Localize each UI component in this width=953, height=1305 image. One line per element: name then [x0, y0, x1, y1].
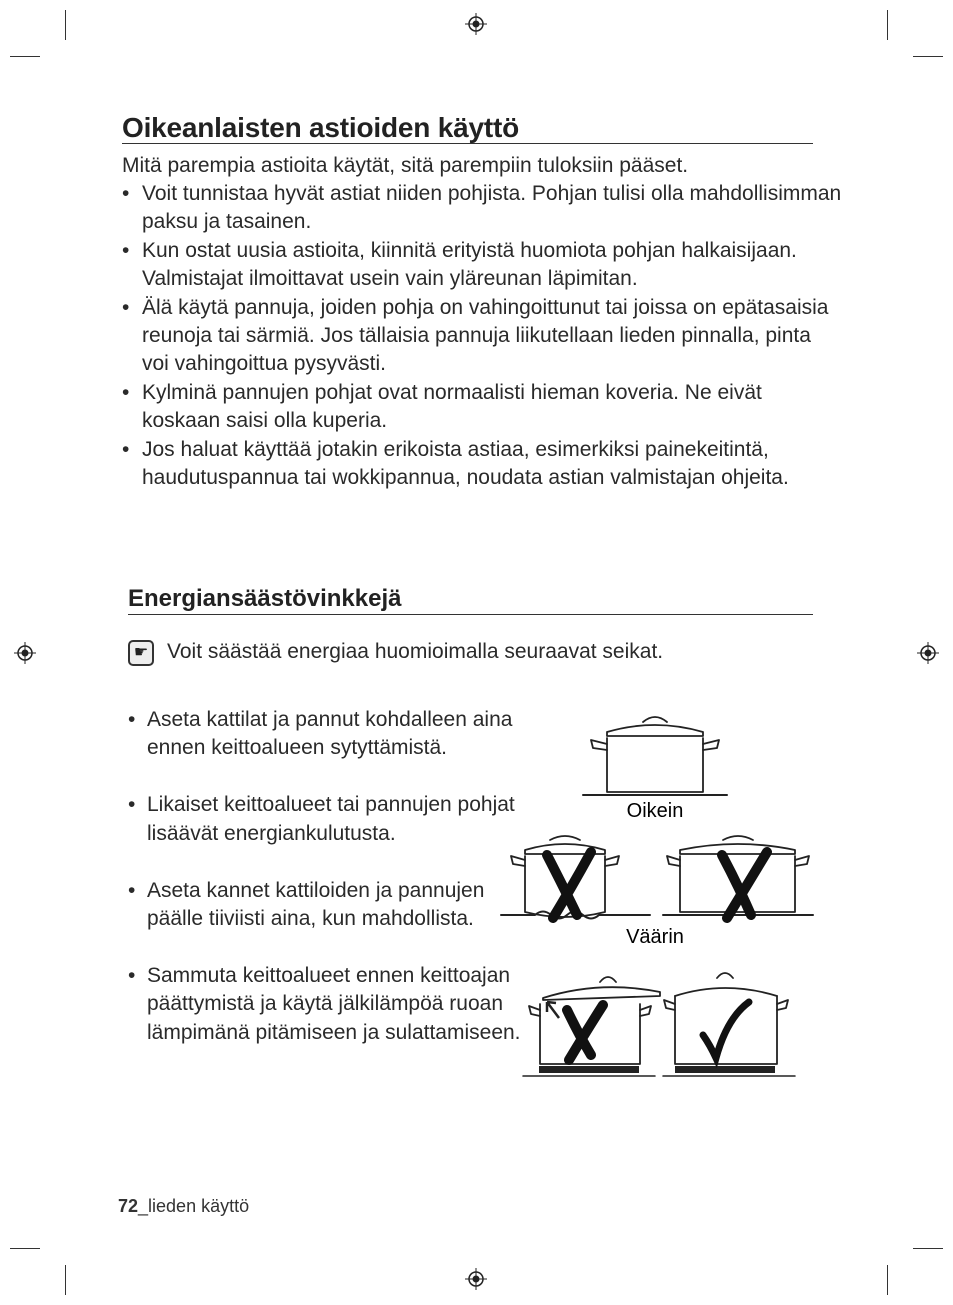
caption-correct: Oikein: [626, 800, 684, 822]
list-item: • Likaiset keittoalueet tai pannujen pohjat lisäävät energiankulutusta.: [128, 791, 528, 848]
crop-mark: [10, 56, 40, 57]
title-underline: [128, 614, 813, 615]
registration-mark-icon: [465, 13, 487, 35]
hob-zone: [539, 1066, 639, 1073]
registration-mark-icon: [465, 1268, 487, 1290]
page-number: 72: [118, 1196, 139, 1216]
list-item: • Kun ostat uusia astioita, kiinnitä erityistä huomiota pohjan halkaisijaan. Valmistajat ilmoittavat usein vain yläreunan läpimitan.: [122, 237, 842, 294]
registration-mark-icon: [14, 642, 36, 664]
list-item: • Aseta kannet kattiloiden ja pannujen päälle tiiviisti aina, kun mahdollista.: [128, 877, 528, 934]
footer-section: _lieden käyttö: [138, 1196, 250, 1216]
section-title: Energiansäästövinkkejä: [128, 585, 402, 612]
crop-mark: [10, 1248, 40, 1249]
crop-mark: [887, 1265, 888, 1295]
crop-mark: [913, 1248, 943, 1249]
section-title: Oikeanlaisten astioiden käyttö: [122, 112, 520, 143]
list-item: • Voit tunnistaa hyvät astiat niiden pohjista. Pohjan tulisi olla mahdollisimman paksu ja tasainen.: [122, 180, 842, 237]
page-footer: [118, 1196, 249, 1217]
cookware-bullet-list: [122, 180, 842, 492]
title-underline: [122, 143, 813, 144]
crop-mark: [887, 10, 888, 40]
list-item: • Jos haluat käyttää jotakin erikoista astiaa, esimerkiksi painekeitintä, haudutuspannua tai wokkipannua, noudata astian valmistajan ohjeita.: [122, 436, 842, 493]
pointing-hand-icon: ☛: [128, 640, 154, 666]
arrow-icon: [547, 1002, 559, 1018]
crop-mark: [65, 1265, 66, 1295]
crop-mark: [913, 56, 943, 57]
energy-tips-list: [128, 706, 528, 1076]
check-mark-icon: [703, 1002, 749, 1058]
correct-pot-icon: [583, 717, 727, 795]
registration-mark-icon: [917, 642, 939, 664]
hob-zone: [675, 1066, 775, 1073]
list-item: • Aseta kattilat ja pannut kohdalleen aina ennen keittoalueen sytyttämistä.: [128, 706, 528, 763]
intro-text: Mitä parempia astioita käytät, sitä parempiin tuloksiin pääset.: [122, 154, 689, 177]
crop-mark: [65, 10, 66, 40]
note-text: Voit säästää energiaa huomioimalla seuraavat seikat.: [167, 640, 664, 663]
pot-placement-illustration: [495, 700, 825, 1100]
list-item: • Sammuta keittoalueet ennen keittoajan päättymistä ja käytä jälkilämpöä ruoan lämpimänä pitämiseen ja sulattamiseen.: [128, 962, 528, 1047]
list-item: • Älä käytä pannuja, joiden pohja on vahingoittunut tai joissa on epätasaisia reunoja tai särmiä. Jos tällaisia pannuja liikutellaan lieden pinnalla, pinta voi vahingoittua pysyvästi.: [122, 294, 842, 379]
list-item: • Kylminä pannujen pohjat ovat normaalisti hieman koveria. Ne eivät koskaan saisi olla kuperia.: [122, 379, 842, 436]
caption-wrong: Väärin: [626, 926, 684, 948]
